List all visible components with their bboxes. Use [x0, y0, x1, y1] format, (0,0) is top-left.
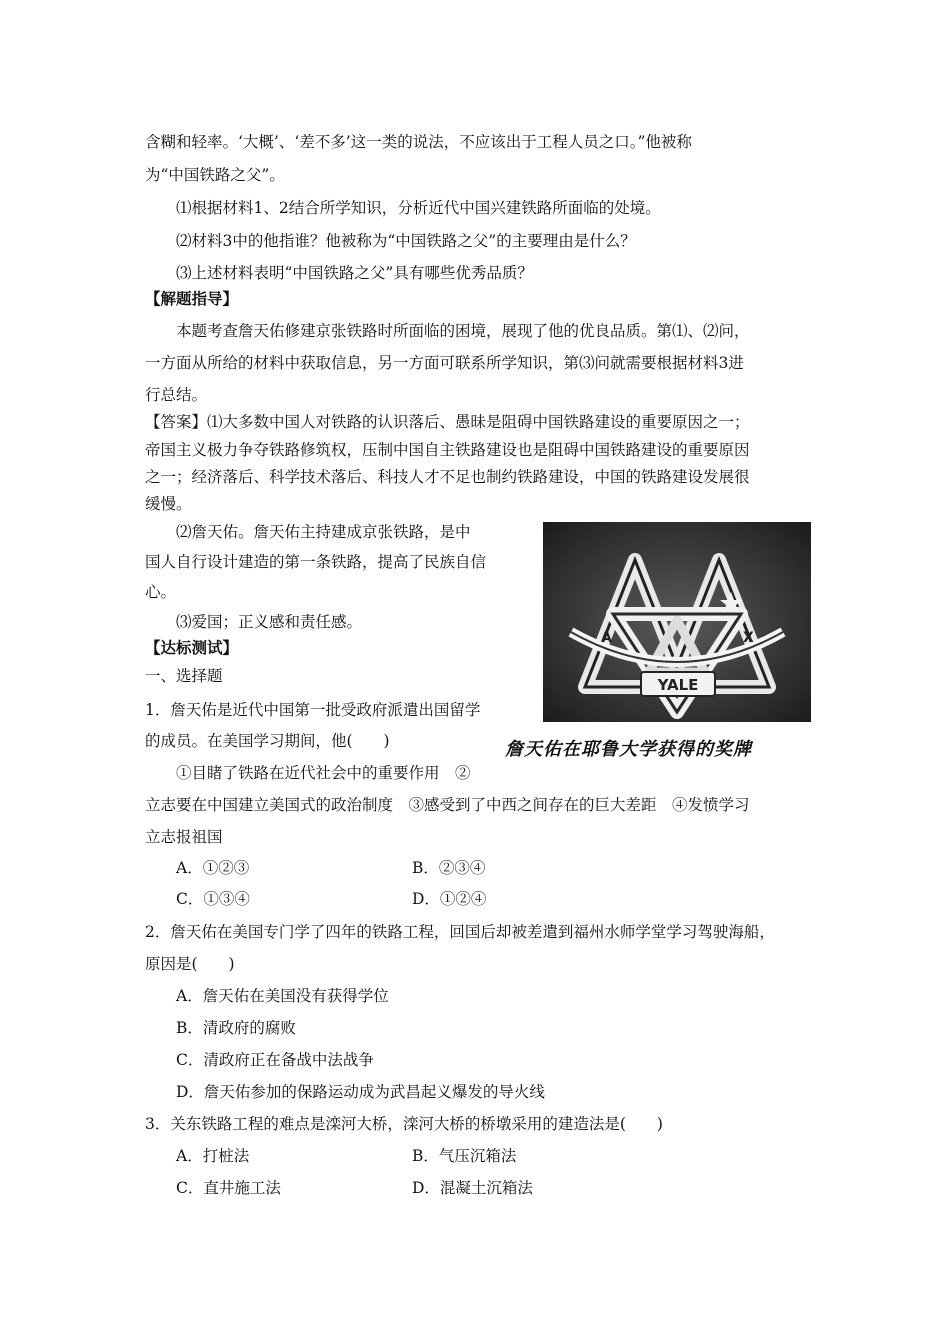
question-3: 3．关东铁路工程的难点是滦河大桥，滦河大桥的桥墩采用的建造法是( ) — [145, 1115, 663, 1133]
text-line: 本题考查詹天佑修建京张铁路时所面临的困境，展现了他的优良品质。第⑴、⑵问， — [176, 322, 750, 340]
text-line: 一方面从所给的材料中获取信息，另一方面可联系所学知识，第⑶问就需要根据材料3进 — [145, 354, 744, 372]
text-line: 为“中国铁路之父”。 — [145, 166, 285, 184]
question-3-prompt: ⑶上述材料表明“中国铁路之父”具有哪些优秀品质？ — [176, 264, 533, 282]
section-heading-test: 【达标测试】 — [145, 638, 239, 657]
section-subheading: 一、选择题 — [145, 667, 223, 685]
text-line: 缓慢。 — [145, 495, 192, 513]
question-2-prompt: ⑵材料3中的他指谁？他被称为“中国铁路之父”的主要理由是什么？ — [176, 232, 636, 250]
figure-caption: 詹天佑在耶鲁大学获得的奖牌 — [505, 739, 752, 760]
text-line: 立志要在中国建立美国式的政治制度 ③感受到了中西之间存在的巨大差距 ④发愤学习 — [145, 796, 750, 814]
question-1-prompt: ⑴根据材料1、2结合所学知识，分析近代中国兴建铁路所面临的处境。 — [176, 199, 661, 217]
q1-option-b: B．②③④ — [412, 859, 486, 877]
q1-option-a: A．①②③ — [176, 859, 250, 877]
q2-option-b: B．清政府的腐败 — [176, 1019, 296, 1037]
q2-option-d: D．詹天佑参加的保路运动成为武昌起义爆发的导火线 — [176, 1083, 545, 1101]
medal-letter-a: A — [601, 630, 612, 646]
section-heading-guidance: 【解题指导】 — [145, 289, 239, 308]
text-line: 原因是( ) — [145, 955, 235, 973]
text-line: ⑶爱国；正义感和责任感。 — [176, 613, 363, 631]
q3-option-b: B．气压沉箱法 — [412, 1147, 517, 1165]
q2-option-a: A．詹天佑在美国没有获得学位 — [176, 987, 389, 1005]
question-2: 2．詹天佑在美国专门学了四年的铁路工程，回国后却被差遣到福州水师学堂学习驾驶海船， — [145, 923, 775, 941]
text-line: 立志报祖国 — [145, 828, 223, 846]
text-line: 国人自行设计建造的第一条铁路，提高了民族自信 — [145, 553, 487, 571]
q1-option-d: D．①②④ — [412, 890, 487, 908]
text-line: 含糊和轻率。‘大概’、‘差不多’这一类的说法，不应该出于工程人员之口。”他被称 — [145, 133, 692, 151]
text-line: 行总结。 — [145, 386, 208, 404]
medal-letter-x: X — [743, 630, 754, 646]
answer-line: 【答案】⑴大多数中国人对铁路的认识落后、愚昧是阻碍中国铁路建设的重要原因之一； — [145, 413, 750, 431]
medal-yale-text: YALE — [657, 676, 699, 694]
q3-option-a: A．打桩法 — [176, 1147, 250, 1165]
medal-illustration — [543, 522, 811, 722]
q3-option-c: C．直井施工法 — [176, 1179, 281, 1197]
text-line: 之一；经济落后、科学技术落后、科技人才不足也制约铁路建设，中国的铁路建设发展很 — [145, 468, 750, 486]
yale-medal-photo — [543, 522, 811, 722]
q2-option-c: C．清政府正在备战中法战争 — [176, 1051, 374, 1069]
q1-option-c: C．①③④ — [176, 890, 250, 908]
question-1: 1．詹天佑是近代中国第一批受政府派遣出国留学 — [145, 701, 481, 719]
text-line: 帝国主义极力争夺铁路修筑权，压制中国自主铁路建设也是阻碍中国铁路建设的重要原因 — [145, 441, 750, 459]
q3-option-d: D．混凝土沉箱法 — [412, 1179, 533, 1197]
text-line: 心。 — [145, 583, 177, 601]
text-line: 的成员。在美国学习期间，他( ) — [145, 732, 390, 750]
text-line: ⑵詹天佑。詹天佑主持建成京张铁路，是中 — [176, 523, 471, 541]
text-line: ①目睹了铁路在近代社会中的重要作用 ② — [176, 764, 471, 782]
